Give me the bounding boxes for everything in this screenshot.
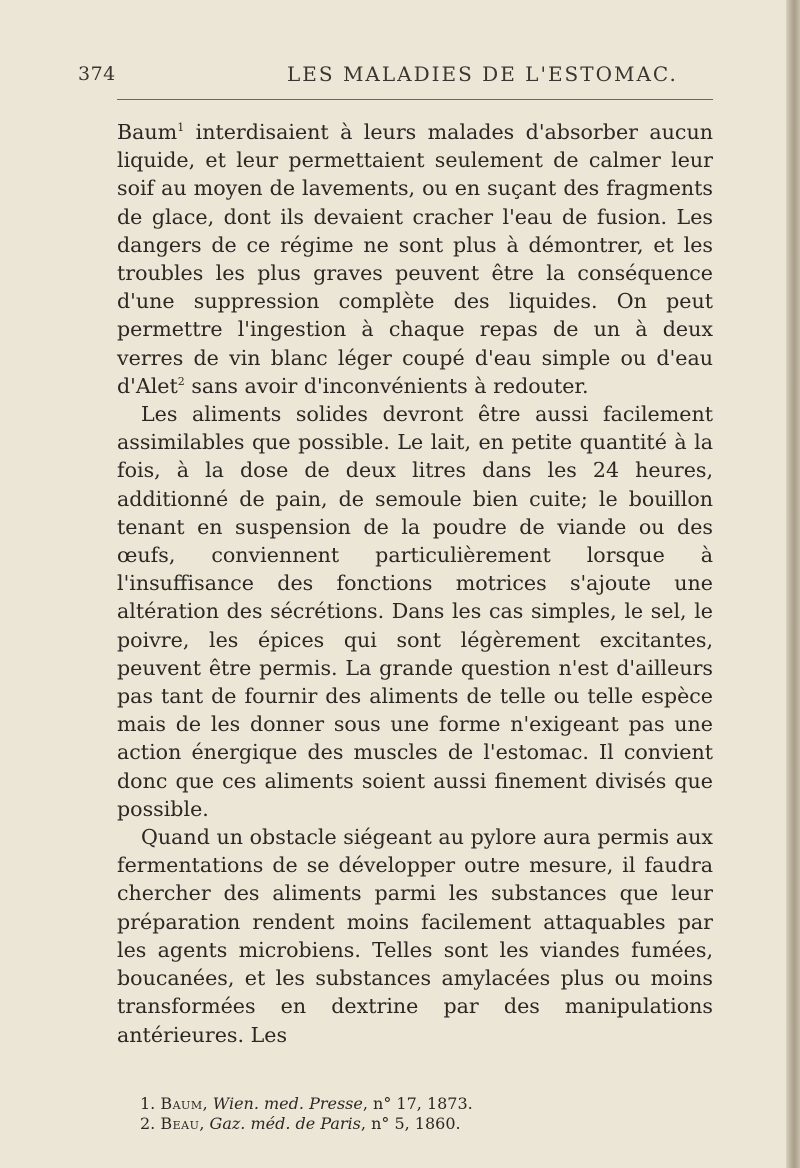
footnote-number: 2. [140,1114,156,1133]
page-header [0,60,786,90]
footnote-ref-1: 1 [177,121,185,135]
footnote-journal: Gaz. méd. de Paris [209,1114,361,1133]
footnote-details: , n° 17, 1873. [362,1094,473,1113]
footnote-ref-2: 2 [177,374,185,388]
footnote-journal: Wien. med. Presse [212,1094,363,1113]
page-number: 374 [78,63,116,85]
footnote-1: 1. Baum, Wien. med. Presse, n° 17, 1873. [140,1094,473,1113]
paragraph-1-end: sans avoir d'inconvénients à redouter. [184,373,589,398]
footnotes [140,1094,720,1134]
footnote-2: 2. Beau, Gaz. méd. de Paris, n° 5, 1860. [140,1114,461,1133]
footnote-author: Beau [160,1114,200,1133]
header-rule [117,99,713,100]
running-title: LES MALADIES DE L'ESTOMAC. [287,62,678,86]
footnote-number: 1. [140,1094,156,1113]
paragraph-1-middle: interdisaient à leurs malades d'absorber aucun liquide, et leur permettaient seulement de calmer leur soif au moyen de lavements, ou en suçant des fragments de glace, dont ils devaient cracher l'eau de fusion. Les dangers de ce régime ne sont plus à démontrer, et les troubles les plus graves peuvent être la conséquence d'une suppression complète des liquides. On peut permettre l'ingestion à chaque repas de un à deux verres de vin blanc léger coupé d'eau simple ou d'eau d'Alet [117,120,713,398]
body-text [117,118,713,1049]
footnote-details: , n° 5, 1860. [360,1114,461,1133]
paragraph-3: Quand un obstacle siégeant au pylore aura permis aux fermentations de se développer outre mesure, il faudra chercher des aliments parmi les substances que leur préparation rendent moins facilement attaquables par les agents microbiens. Telles sont les viandes fumées, boucanées, et les substances amylacées plus ou moins transformées en dextrine par des manipulations antérieures. Les [117,825,713,1047]
paragraph-1-start: Baum [117,120,178,144]
paragraph-1 [117,118,713,400]
paragraph-2: Les aliments solides devront être aussi facilement assimilables que possible. Le lait, en petite quantité à la fois, à la dose de deux litres dans les 24 heures, additionné de pain, de semoule bien cuite; le bouillon tenant en suspension de la poudre de viande ou des œufs, conviennent particulièrement lorsque à l'insuffisance des fonctions motrices s'ajoute une altération des sécrétions. Dans les cas simples, le sel, le poivre, les épices qui sont légèrement excitantes, peuvent être permis. La grande question n'est d'ailleurs pas tant de fournir des aliments de telle ou telle espèce mais de les donner sous une forme n'exigeant pas une action énergique des muscles de l'estomac. Il convient donc que ces aliments soient aussi finement divisés que possible. [117,402,713,821]
page-edge [786,0,800,1168]
footnote-author: Baum [160,1094,203,1113]
